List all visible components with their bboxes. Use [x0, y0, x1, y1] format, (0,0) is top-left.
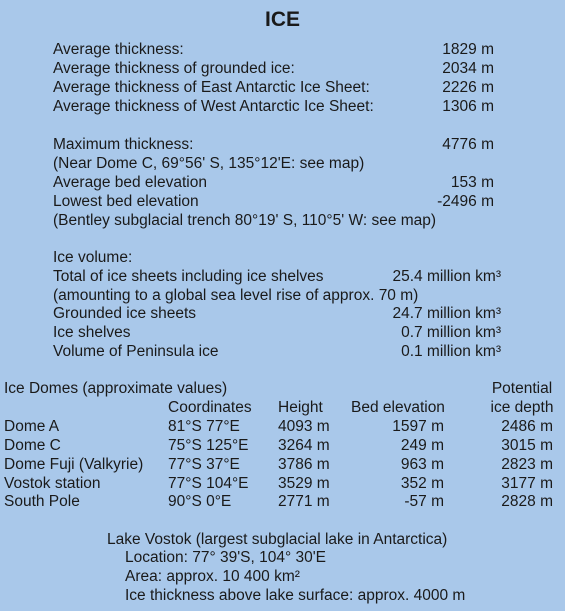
thickness-label: Average thickness of grounded ice:: [53, 60, 295, 77]
bed-avg-label: Average bed elevation: [53, 174, 207, 191]
dome-depth: 2486 m: [501, 418, 553, 435]
dome-height: 2771 m: [278, 493, 330, 510]
dome-coords: 77°S 37°E: [168, 456, 240, 473]
max-thickness-label: Maximum thickness:: [53, 136, 194, 153]
dome-depth: 3015 m: [501, 437, 553, 454]
lake-heading: Lake Vostok (largest subglacial lake in Antarctica): [107, 531, 448, 548]
lake-location: Location: 77° 39'S, 104° 30'E: [125, 549, 327, 566]
dome-height: 3529 m: [278, 475, 330, 492]
bed-low-note: (Bentley subglacial trench 80°19' S, 110°5' W: see map): [53, 212, 437, 229]
thickness-label: Average thickness of East Antarctic Ice Sheet:: [53, 79, 370, 96]
dome-height: 3786 m: [278, 456, 330, 473]
thickness-value: 2034 m: [442, 60, 494, 77]
dome-height: 3264 m: [278, 437, 330, 454]
thickness-label: Average thickness:: [53, 41, 184, 58]
max-thickness-value: 4776 m: [442, 136, 494, 153]
volume-grounded-value: 24.7 million km³: [392, 305, 501, 322]
dome-coords: 75°S 125°E: [168, 437, 249, 454]
dome-bed: 352 m: [400, 475, 444, 492]
volume-total-label: Total of ice sheets including ice shelves: [53, 268, 324, 285]
col-bed-elevation: Bed elevation: [351, 399, 445, 416]
dome-coords: 77°S 104°E: [168, 475, 249, 492]
dome-name: South Pole: [4, 493, 80, 510]
dome-coords: 81°S 77°E: [168, 418, 240, 435]
dome-name: Dome A: [4, 418, 60, 435]
volume-shelves-value: 0.7 million km³: [401, 324, 501, 341]
dome-bed: -57 m: [404, 493, 444, 510]
volume-peninsula-label: Volume of Peninsula ice: [53, 343, 219, 360]
col-potential: Potential: [491, 380, 553, 397]
volume-grounded-label: Grounded ice sheets: [53, 305, 197, 322]
dome-depth: 2828 m: [501, 493, 553, 510]
volume-total-note: (amounting to a global sea level rise of approx. 70 m): [53, 287, 419, 304]
volume-heading: Ice volume:: [53, 249, 133, 266]
dome-depth: 3177 m: [501, 475, 553, 492]
dome-height: 4093 m: [278, 418, 330, 435]
bed-low-label: Lowest bed elevation: [53, 193, 199, 210]
lake-ice-thickness: Ice thickness above lake surface: approx. 4000 m: [125, 587, 466, 604]
lake-area: Area: approx. 10 400 km²: [125, 568, 300, 585]
volume-total-value: 25.4 million km³: [392, 268, 501, 285]
thickness-value: 2226 m: [442, 79, 494, 96]
dome-bed: 1597 m: [392, 418, 444, 435]
dome-bed: 963 m: [400, 456, 444, 473]
col-coordinates: Coordinates: [168, 399, 252, 416]
thickness-value: 1829 m: [442, 41, 494, 58]
col-height: Height: [278, 399, 323, 416]
thickness-value: 1306 m: [442, 98, 494, 115]
dome-coords: 90°S 0°E: [168, 493, 232, 510]
volume-peninsula-value: 0.1 million km³: [401, 343, 501, 360]
bed-avg-value: 153 m: [450, 174, 494, 191]
dome-depth: 2823 m: [501, 456, 553, 473]
dome-name: Dome Fuji (Valkyrie): [4, 456, 144, 473]
bed-low-value: -2496 m: [437, 193, 494, 210]
dome-name: Dome C: [4, 437, 61, 454]
volume-shelves-label: Ice shelves: [53, 324, 131, 341]
col-ice-depth: ice depth: [490, 399, 554, 416]
thickness-label: Average thickness of West Antarctic Ice Sheet:: [53, 98, 374, 115]
page-title: ICE: [264, 8, 300, 31]
domes-heading: Ice Domes (approximate values): [4, 380, 228, 397]
dome-bed: 249 m: [400, 437, 444, 454]
dome-name: Vostok station: [4, 475, 101, 492]
max-thickness-note: (Near Dome C, 69°56' S, 135°12'E: see map): [53, 155, 365, 172]
